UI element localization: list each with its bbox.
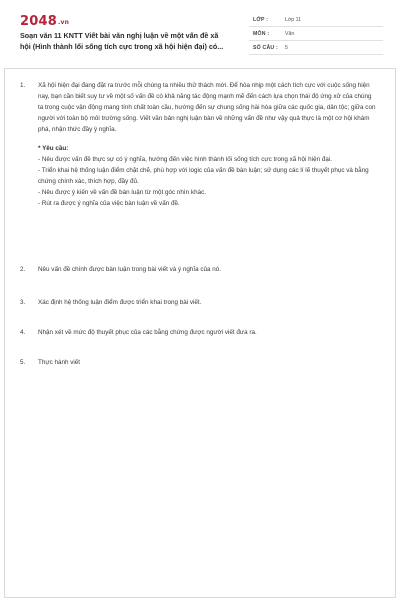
meta-row-count (249, 41, 383, 55)
grade-value: Lớp 11 (285, 17, 301, 23)
question-number: 4. (20, 329, 26, 336)
requirement-item: - Triển khai hệ thống luận điểm chặt chẽ, phù hợp với logic của vấn đề bàn luận; sử dụng các lí lẽ thuyết phục và bằng chứng chính xác, thích hợp, đầy đủ. (38, 167, 369, 185)
logo-tld: .vn (57, 19, 70, 26)
requirement-item: - Nêu được ý kiến về vấn đề bàn luận từ một góc nhìn khác. (38, 189, 206, 196)
question-text: Xác định hệ thống luận điểm được triển khai trong bài viết. (38, 299, 202, 306)
requirement-item: - Nêu được vấn đề thực sự có ý nghĩa, hướng đến việc hình thành lối sống tích cực trong xã hội hiện đại. (38, 156, 332, 163)
requirements-block (38, 143, 376, 209)
question-text: Nêu vấn đề chính được bàn luận trong bài viết và ý nghĩa của nó. (38, 266, 222, 273)
subject-value: Văn (285, 31, 295, 37)
grade-label: LỚP : (253, 17, 269, 23)
page-header (0, 0, 400, 66)
site-logo[interactable] (20, 14, 69, 29)
question-number: 2. (20, 266, 26, 273)
requirements-title: * Yêu cầu: (38, 145, 69, 152)
meta-row-subject (249, 27, 383, 41)
meta-row-grade (249, 13, 383, 27)
subject-label: MÔN : (253, 31, 270, 37)
question-count-label: SỐ CÂU : (253, 45, 278, 51)
question-number: 5. (20, 359, 26, 366)
question-text: Thực hành viết (38, 359, 81, 366)
logo-text: 2048 (20, 14, 57, 29)
page-title (20, 31, 242, 52)
requirement-item: - Rút ra được ý nghĩa của việc bàn luận về vấn đề. (38, 200, 180, 207)
question-number: 3. (20, 299, 26, 306)
question-body (38, 80, 376, 209)
meta-info-table (249, 13, 383, 55)
question-number: 1. (20, 82, 26, 89)
title-line-1: Soạn văn 11 KNTT Viết bài văn nghị luận về một vấn đề xã (20, 31, 219, 40)
question-text: Xã hội hiện đại đang đặt ra trước mỗi chúng ta nhiều thử thách mới. Để hòa nhịp một cách tích cực với cuộc sống hiện nay, bạn cần biết suy tư về một số vấn đề có khả năng tác động mạnh mẽ đến cách lựa chọn thái độ ứng xử của chúng ta trong cuộc vận động mang tính chất toàn cầu, hướng đến sự chung sống hài hòa giữa các quốc gia, dân tộc; giữa con người với toàn bộ môi trường sống. Viết văn bản nghị luận bàn về những vấn đề như vậy quả thực là một cơ hội khám phá, nhận thức đầy ý nghĩa. (38, 82, 376, 133)
question-count-value: 5 (285, 45, 288, 51)
question-text: Nhận xét về mức độ thuyết phục của các bằng chứng được người viết đưa ra. (38, 329, 257, 336)
title-line-2: hội (Hình thành lối sống tích cực trong xã hội hiện đại) có... (20, 41, 224, 51)
